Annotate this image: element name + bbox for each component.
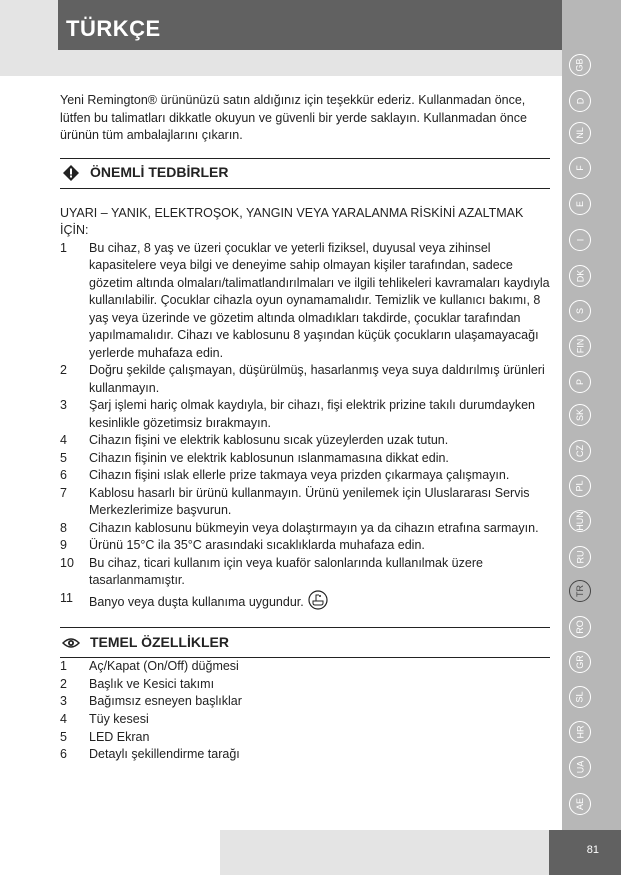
list-item-number: 4: [60, 712, 67, 727]
language-tab-label: GB: [574, 58, 585, 72]
language-tab-label: RU: [575, 550, 585, 564]
language-tab-gr[interactable]: [569, 651, 591, 673]
list-item: [60, 676, 550, 694]
list-item-number: 9: [60, 538, 67, 552]
main-content: [60, 92, 550, 764]
list-item-text: Detaylı şekillendirme tarağı: [89, 747, 240, 762]
language-tab-sk[interactable]: [569, 404, 591, 426]
language-tab-label: F: [575, 165, 585, 171]
language-tab-label: SL: [574, 691, 585, 703]
list-item-text: Bu cihaz, ticari kullanım için veya kuaför salonlarında kullanılmak üzere tasarlanmamıştır.: [89, 555, 483, 587]
list-item: [60, 555, 550, 590]
list-item: [60, 467, 550, 485]
language-tab-f[interactable]: [569, 157, 591, 179]
list-item-text: Cihazın fişinin ve elektrik kablosunun ıslanmamasına dikkat edin.: [89, 450, 449, 465]
language-tab-fin[interactable]: [569, 335, 591, 357]
list-item-number: 2: [60, 363, 67, 377]
language-tab-label: CZ: [575, 445, 585, 457]
language-tab-label: RO: [575, 620, 585, 634]
language-tab-label: UA: [574, 760, 585, 774]
list-item: [60, 590, 550, 616]
language-tab-label: TR: [575, 585, 585, 597]
list-item: [60, 240, 550, 363]
list-item: [60, 693, 550, 711]
language-tab-ro[interactable]: [569, 616, 591, 638]
list-item: [60, 520, 550, 538]
list-item-number: 2: [60, 676, 67, 691]
shower-bath-icon: [308, 590, 328, 616]
list-item-text: Cihazın kablosunu bükmeyin veya dolaştırmayın ya da cihazın etrafına sarmayın.: [89, 520, 539, 535]
language-tab-sl[interactable]: [569, 686, 591, 708]
language-tab-label: I: [574, 238, 585, 242]
language-tab-e[interactable]: [569, 193, 591, 215]
footer-band: [220, 830, 549, 875]
list-item-number: 7: [60, 485, 67, 500]
language-tab-label: PL: [574, 480, 585, 492]
language-tab-dk[interactable]: [569, 265, 591, 287]
language-tab-p[interactable]: [569, 371, 591, 393]
language-tab-label: NL: [574, 127, 585, 139]
list-item-number: 3: [60, 398, 67, 412]
language-tab-ru[interactable]: [569, 546, 591, 568]
list-item: [60, 450, 550, 468]
language-tab-pl[interactable]: [569, 475, 591, 497]
page-title: TÜRKÇE: [66, 16, 161, 41]
features-section-title: TEMEL ÖZELLİKLER: [90, 633, 229, 650]
language-tab-label: P: [574, 378, 585, 386]
safety-list: [60, 240, 550, 616]
safety-section-header: [60, 158, 550, 189]
language-tab-ae[interactable]: [569, 793, 591, 815]
list-item-number: 4: [60, 433, 67, 447]
list-item-text: Tüy kesesi: [89, 712, 149, 727]
list-item: [60, 746, 550, 764]
list-item-text: Cihazın fişini ıslak ellerle prize takmaya veya prizden çıkarmaya çalışmayın.: [89, 468, 510, 482]
language-tab-label: D: [575, 97, 585, 105]
language-tab-label: DK: [574, 269, 585, 283]
language-tab-hr[interactable]: [569, 721, 591, 743]
language-tab-hun[interactable]: [569, 510, 591, 532]
list-item-text: Banyo veya duşta kullanıma uygundur.: [89, 594, 304, 609]
list-item-text: Doğru şekilde çalışmayan, düşürülmüş, hasarlanmış veya suya daldırılmış ürünleri kullanmayın.: [89, 363, 545, 395]
language-tab-label: HUN: [575, 511, 585, 531]
list-item-text: Bu cihaz, 8 yaş ve üzeri çocuklar ve yeterli fiziksel, duyusal veya zihinsel kapasitelere veya bilgi ve deneyime sahip olmayan kişiler tarafından, sadece gözetim altında olmaları/talimatlandırılmaları ve ilgili tehlikeleri kavramaları kaydıyla kullanılabilir. Çocuklar cihazla oyun oynamamalıdır. Temizlik ve kullanıcı bakımı, 8 yaş veya üzerinde ve gözetim altında olmadıkları takdirde, çocuklar tarafından yapılmamalıdır. Cihazı ve kablosunu 8 yaşından küçük çocukların ulaşamayacağı yerlerde muhafaza edin.: [89, 240, 550, 360]
features-section-header: [60, 627, 550, 658]
list-item-number: 6: [60, 468, 67, 482]
language-tab-gb[interactable]: [569, 54, 591, 76]
list-item-text: Cihazın fişini ve elektrik kablosunu sıcak yüzeylerden uzak tutun.: [89, 433, 449, 447]
language-tab-d[interactable]: [569, 90, 591, 112]
language-tab-label: HR: [575, 725, 585, 739]
list-item: [60, 658, 550, 676]
list-item-text: Başlık ve Kesici takımı: [89, 676, 215, 691]
list-item-number: 8: [60, 520, 67, 535]
list-item: [60, 432, 550, 450]
list-item: [60, 485, 550, 520]
list-item-text: Bağımsız esneyen başlıklar: [89, 694, 242, 709]
language-title-box: [58, 0, 562, 50]
language-tab-label: AE: [574, 797, 585, 811]
list-item-text: Ürünü 15°C ila 35°C arasındaki sıcaklıklarda muhafaza edin.: [89, 538, 425, 552]
safety-warning-heading: UYARI – YANIK, ELEKTROŞOK, YANGIN VEYA YARALANMA RİSKİNİ AZALTMAK İÇİN:: [60, 205, 524, 237]
language-tab-cz[interactable]: [569, 440, 591, 462]
list-item-number: 1: [60, 240, 67, 255]
list-item: [60, 362, 550, 397]
list-item-number: 1: [60, 659, 67, 673]
features-list: [60, 658, 550, 764]
list-item: [60, 397, 550, 432]
language-tab-label: S: [574, 307, 585, 315]
language-sidebar: [562, 0, 621, 830]
list-item-number: 3: [60, 694, 67, 709]
safety-section-title: ÖNEMLİ TEDBİRLER: [90, 164, 229, 181]
page-number: 81: [549, 830, 621, 875]
eye-icon: [60, 636, 82, 650]
language-tab-nl[interactable]: [569, 122, 591, 144]
list-item-number: 6: [60, 747, 67, 762]
language-tab-tr[interactable]: [569, 580, 591, 602]
language-tab-ua[interactable]: [569, 756, 591, 778]
list-item-text: LED Ekran: [89, 729, 150, 744]
list-item-text: Şarj işlemi hariç olmak kaydıyla, bir cihazı, fişi elektrik prizine takılı durumdayken kesinlikle gözetimsiz bırakmayın.: [89, 398, 535, 430]
language-tab-label: GR: [575, 655, 585, 669]
warning-diamond-icon: [60, 164, 82, 182]
list-item-number: 5: [60, 450, 67, 465]
list-item-number: 5: [60, 729, 67, 744]
list-item-text: Kablosu hasarlı bir ürünü kullanmayın. Ürünü yenilemek için Uluslararası Servis Merkezlerimize başvurun.: [89, 485, 530, 517]
list-item: [60, 537, 550, 555]
language-tab-s[interactable]: [569, 300, 591, 322]
intro-text: Yeni Remington® ürününüzü satın aldığınız için teşekkür ederiz. Kullanmadan önce, lütfen bu talimatları dikkatle okuyun ve güvenli bir yerde saklayın. Kullanmadan önce ürünün tüm ambalajlarını çıkarın.: [60, 93, 527, 142]
list-item: [60, 711, 550, 729]
list-item-number: 11: [60, 590, 73, 605]
language-tab-label: SK: [574, 408, 585, 422]
language-tab-label: E: [574, 200, 585, 208]
language-tab-label: FIN: [575, 338, 585, 354]
list-item: [60, 729, 550, 747]
list-item-text: Aç/Kapat (On/Off) düğmesi: [89, 659, 239, 673]
list-item-number: 10: [60, 555, 74, 570]
language-tab-i[interactable]: [569, 229, 591, 251]
